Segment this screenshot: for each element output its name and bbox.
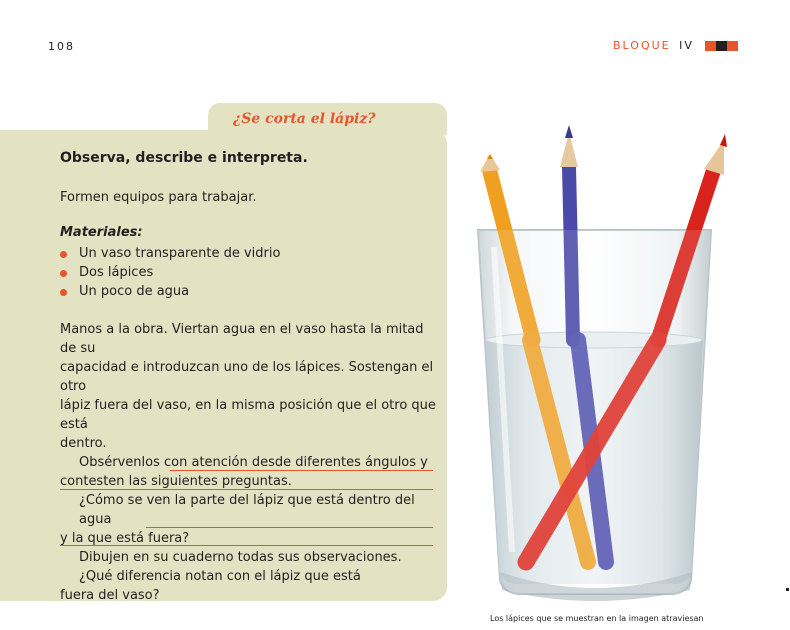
- section-word: BLOQUE: [613, 39, 671, 52]
- final-instruction: Dibujen en su cuaderno todas sus observaciones.: [79, 550, 402, 565]
- caption-clip: [488, 612, 758, 630]
- answer-line[interactable]: [170, 470, 433, 471]
- material-label: Un vaso transparente de vidrio: [79, 246, 281, 261]
- photo-caption: Los lápices que se muestran en la imagen atraviesan: [490, 614, 704, 623]
- observe-line: Obsérvenlos con atención desde diferentes ángulos y: [79, 455, 428, 470]
- page-number: 108: [48, 40, 75, 53]
- question-line: ¿Cómo se ven la parte del lápiz que está dentro del agua: [79, 493, 415, 527]
- bullet-icon: [60, 289, 67, 296]
- section-number: IV: [679, 39, 694, 52]
- teams-text: Formen equipos para trabajar.: [60, 190, 257, 205]
- list-item: [60, 263, 280, 282]
- section-label: [613, 39, 694, 52]
- list-item: [60, 244, 280, 263]
- edge-mark: [786, 588, 789, 591]
- materials-list: [60, 244, 280, 301]
- answer-line[interactable]: [60, 489, 433, 490]
- color-square: [705, 41, 716, 51]
- pencils-in-glass-photo: [458, 112, 763, 610]
- question-line: fuera del vaso?: [60, 588, 160, 603]
- procedure-line: dentro.: [60, 436, 107, 451]
- answer-line[interactable]: [60, 545, 433, 546]
- list-item: [60, 282, 280, 301]
- answer-line[interactable]: [146, 527, 433, 528]
- section-color-squares: [705, 41, 738, 51]
- question-line: y la que está fuera?: [60, 531, 190, 546]
- material-label: Un poco de agua: [79, 284, 190, 299]
- bullet-icon: [60, 270, 67, 277]
- activity-title: ¿Se corta el lápiz?: [233, 111, 376, 127]
- instruction-heading: Observa, describe e interpreta.: [60, 150, 308, 166]
- procedure-line: capacidad e introduzcan uno de los lápices. Sostengan el otro: [60, 360, 434, 394]
- procedure-line: lápiz fuera del vaso, en la misma posición que el otro que está: [60, 398, 436, 432]
- glass-illustration: [458, 112, 763, 610]
- observe-line: contesten las siguientes preguntas.: [60, 474, 292, 489]
- color-square: [727, 41, 738, 51]
- bullet-icon: [60, 251, 67, 258]
- color-square: [716, 41, 727, 51]
- materials-title: Materiales:: [60, 225, 143, 240]
- question-line: ¿Qué diferencia notan con el lápiz que está: [79, 569, 361, 584]
- material-label: Dos lápices: [79, 265, 154, 280]
- procedure-line: Manos a la obra. Viertan agua en el vaso hasta la mitad de su: [60, 322, 424, 356]
